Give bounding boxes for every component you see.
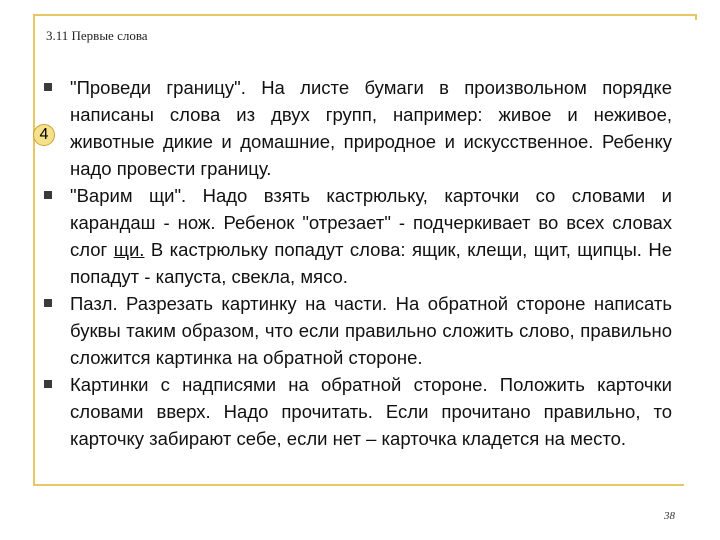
bullet-list (44, 74, 672, 452)
frame-top-line (33, 14, 697, 16)
list-item (44, 371, 672, 452)
page-number: 38 (664, 510, 675, 522)
square-bullet-icon (44, 191, 52, 199)
list-item-text: Картинки с надписями на обратной стороне. Положить карточки словами вверх. Надо прочитать. Если прочитано правильно, то карточку забирают себе, если нет – карточка кладется на место. (70, 374, 672, 449)
square-bullet-icon (44, 299, 52, 307)
section-title: 3.11 Первые слова (46, 28, 148, 43)
square-bullet-icon (44, 380, 52, 388)
square-bullet-icon (44, 83, 52, 91)
list-item-text: "Проведи границу". На листе бумаги в произвольном порядке написаны слова из двух групп, например: живое и неживое, животные дикие и домашние, природное и искусственное. Ребенку надо провести границу. (70, 77, 672, 179)
frame-top-corner (695, 14, 697, 20)
list-item-text (70, 182, 672, 290)
slide-number-badge: 4 (33, 124, 55, 146)
frame-bottom-line (33, 484, 684, 486)
list-item-text: Пазл. Разрезать картинку на части. На обратной стороне написать буквы таким образом, что если правильно сложить слово, правильно сложится картинка на обратной стороне. (70, 293, 672, 368)
text-segment: "Варим щи". Надо взять кастрюльку, карточки со словами и карандаш - нож. Ребенок "отрезает" - подчеркивает во всех словах слог (70, 185, 672, 260)
underlined-syllable: щи. (113, 239, 145, 260)
frame-left-line (33, 14, 35, 484)
list-item (44, 74, 672, 182)
list-item (44, 182, 672, 290)
list-item (44, 290, 672, 371)
text-segment: В кастрюльку попадут слова: ящик, клещи, щит, щипцы. Не попадут - капуста, свекла, мясо. (70, 239, 672, 287)
